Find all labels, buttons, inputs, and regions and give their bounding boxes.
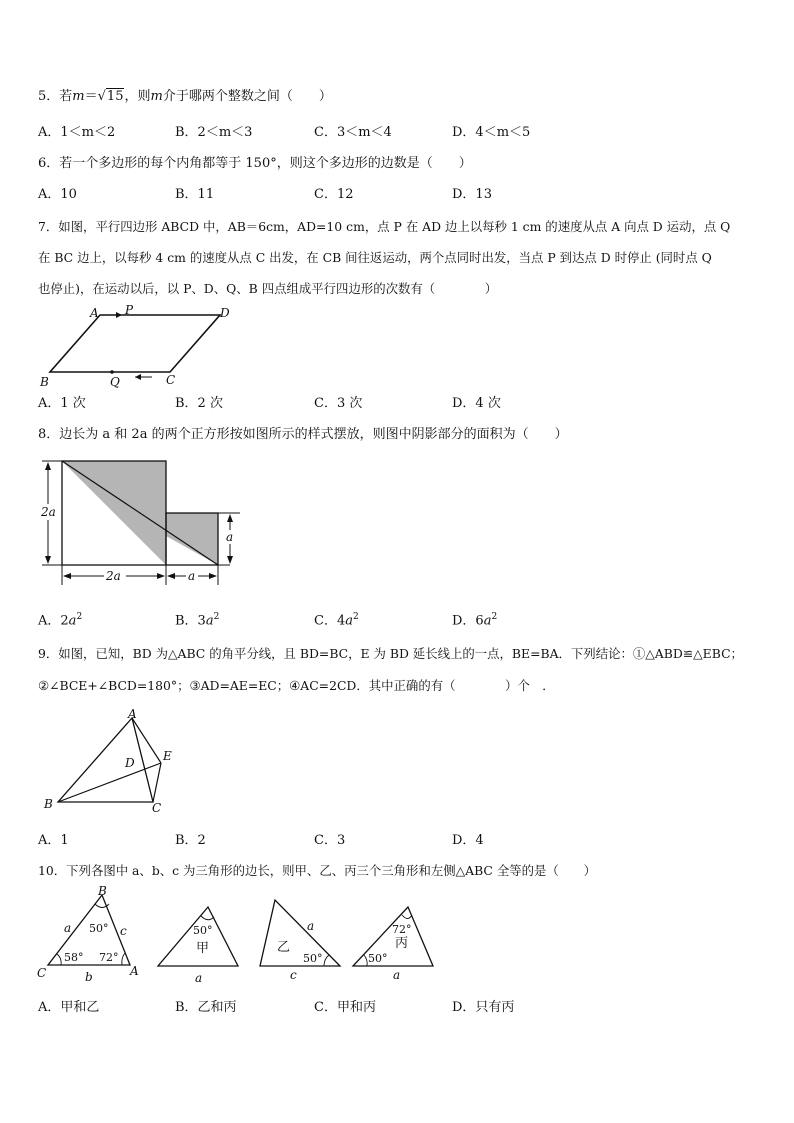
q7-label-d: D bbox=[220, 306, 230, 320]
q9-label-e: E bbox=[163, 749, 172, 763]
q9-option-c: C．3 bbox=[314, 833, 346, 848]
q9-label-b: B bbox=[44, 797, 53, 811]
q8-opt-b-exp: 2 bbox=[213, 612, 220, 622]
q7-label-p: P bbox=[125, 303, 134, 317]
q8-label-left: 2a bbox=[41, 505, 56, 519]
q8-dim-br-r bbox=[209, 573, 217, 579]
q7-option-d: D．4 次 bbox=[452, 396, 501, 411]
q10-bing-arc-top bbox=[402, 915, 412, 919]
q8-label-bottom-left: 2a bbox=[106, 569, 121, 583]
q8-opt-d-var: a bbox=[483, 613, 492, 629]
q5-option-d: D．4＜m＜5 bbox=[452, 125, 531, 140]
q10-jia-side: a bbox=[195, 971, 203, 985]
q10-jia-name: 甲 bbox=[196, 941, 210, 956]
q10-bing-ang-left: 50° bbox=[368, 952, 388, 965]
q7-option-c: C．3 次 bbox=[314, 396, 363, 411]
q5-stem bbox=[38, 88, 332, 106]
q10-yi-side-a: a bbox=[307, 919, 315, 933]
q9-label-a: A bbox=[128, 707, 137, 721]
q9-triangle-figure bbox=[35, 706, 195, 821]
q9-triangle-abc bbox=[58, 718, 153, 802]
q8-label-right: a bbox=[226, 530, 234, 544]
q10-yi-name: 乙 bbox=[277, 940, 291, 955]
q8-option-d bbox=[452, 608, 497, 630]
q10-abc-side-c: c bbox=[120, 924, 127, 938]
q8-dim-bl-r bbox=[157, 573, 165, 579]
q7-arrowhead-p bbox=[116, 312, 122, 318]
q7-label-c: C bbox=[166, 373, 176, 387]
q7-label-q: Q bbox=[110, 375, 120, 389]
q5-sqrt: √15 bbox=[97, 89, 124, 104]
q8-dim-left-down bbox=[45, 556, 51, 564]
q10-abc-side-b: b bbox=[85, 970, 93, 984]
q8-opt-c-prefix: C．4 bbox=[314, 613, 346, 629]
q9-option-d: D．4 bbox=[452, 833, 484, 848]
q10-jia-ang: 50° bbox=[193, 924, 213, 937]
q8-opt-d-prefix: D．6 bbox=[452, 613, 484, 629]
q10-option-b: B．乙和丙 bbox=[175, 1000, 237, 1015]
q7-arrowhead-q bbox=[135, 374, 141, 380]
q10-abc-label-a: A bbox=[130, 964, 139, 978]
q7-option-b: B．2 次 bbox=[175, 396, 223, 411]
q9-option-a: A．1 bbox=[38, 833, 69, 848]
q6-option-d: D．13 bbox=[452, 187, 492, 202]
q10-triangle-jia bbox=[158, 907, 238, 985]
q10-option-d: D．只有丙 bbox=[452, 1000, 515, 1015]
q10-option-c: C．甲和丙 bbox=[314, 1000, 376, 1015]
q10-yi-side-c: c bbox=[290, 968, 297, 982]
q10-yi-ang: 50° bbox=[303, 952, 323, 965]
q6-option-c: C．12 bbox=[314, 187, 354, 202]
q9-line2: ②∠BCE+∠BCD=180°；③AD=AE=EC；④AC=2CD．其中正确的有（ ）个 ． bbox=[38, 678, 555, 693]
q9-line1: 9．如图，已知，BD 为△ABC 的角平分线，且 BD=BC，E 为 BD 延长线上的一点，BE=BA．下列结论：①△ABD≌△EBC； bbox=[38, 646, 743, 661]
q8-squares-figure bbox=[30, 450, 260, 590]
q8-opt-c-exp: 2 bbox=[352, 612, 359, 622]
q7-line3: 也停止)，在运动以后，以 P、D、Q、B 四点组成平行四边形的次数有（ ） bbox=[38, 281, 498, 296]
q8-shade-small bbox=[166, 513, 218, 565]
q10-triangle-abc bbox=[37, 884, 139, 984]
q5-option-c: C．3＜m＜4 bbox=[314, 125, 392, 140]
q10-bing-side: a bbox=[393, 968, 401, 982]
q8-opt-d-exp: 2 bbox=[491, 612, 498, 622]
q10-jia-arc bbox=[201, 916, 214, 920]
q8-opt-b-var: a bbox=[205, 613, 214, 629]
q10-abc-label-c: C bbox=[37, 966, 47, 980]
q8-opt-b-prefix: B．3 bbox=[175, 613, 206, 629]
q8-option-c bbox=[314, 608, 359, 630]
q9-line-ce bbox=[153, 763, 161, 802]
q10-abc-label-b: B bbox=[98, 884, 107, 898]
q9-line-ae bbox=[132, 718, 161, 763]
q8-opt-a-exp: 2 bbox=[76, 612, 83, 622]
q10-abc-side-a: a bbox=[64, 921, 72, 935]
q8-dim-bl-l bbox=[63, 573, 71, 579]
q10-option-a: A．甲和乙 bbox=[38, 1000, 100, 1015]
q7-label-b: B bbox=[40, 375, 49, 389]
q7-parallelogram-figure bbox=[30, 300, 270, 395]
q8-shade-big bbox=[62, 461, 166, 565]
q10-bing-name: 丙 bbox=[395, 936, 409, 951]
q7-line2: 在 BC 边上，以每秒 4 cm 的速度从点 C 出发，在 CB 间往返运动，两个点同时出发，当点 P 到达点 D 时停止 (同时点 Q bbox=[38, 250, 712, 265]
q10-triangle-yi bbox=[260, 900, 340, 982]
q5-eq: ＝ bbox=[84, 89, 98, 104]
q9-label-d: D bbox=[125, 756, 135, 770]
q10-figures bbox=[30, 885, 450, 985]
q8-opt-c-var: a bbox=[345, 613, 353, 629]
q7-parallelogram bbox=[50, 315, 220, 372]
q5-var-m: m bbox=[72, 89, 85, 104]
q5-option-b: B．2＜m＜3 bbox=[175, 125, 253, 140]
q8-option-a bbox=[38, 608, 82, 630]
q5-stem-end: 介于哪两个整数之间（ ） bbox=[162, 89, 332, 104]
q5-stem-pre: 5．若 bbox=[38, 89, 73, 104]
q5-var-m2: m bbox=[150, 89, 163, 104]
q7-point-q-mark bbox=[110, 370, 114, 374]
q6-stem: 6．若一个多边形的每个内角都等于 150°，则这个多边形的边数是（ ） bbox=[38, 156, 472, 171]
q10-yi-arc bbox=[324, 955, 329, 966]
q8-opt-a-prefix: A．2 bbox=[38, 613, 69, 629]
q7-line1: 7．如图，平行四边形 ABCD 中，AB＝6cm，AD=10 cm，点 P 在 AD 边上以每秒 1 cm 的速度从点 A 向点 D 运动，点 Q bbox=[38, 219, 731, 234]
q10-abc-ang-c: 58° bbox=[64, 951, 84, 964]
q8-dim-left-up bbox=[45, 462, 51, 470]
q10-abc-ang-b: 50° bbox=[89, 922, 109, 935]
q9-option-b: B．2 bbox=[175, 833, 206, 848]
q8-dim-right-up bbox=[227, 514, 233, 522]
q8-option-b bbox=[175, 608, 219, 630]
q9-line-be bbox=[58, 763, 161, 802]
q10-abc-ang-a: 72° bbox=[99, 951, 119, 964]
q5-option-a: A．1＜m＜2 bbox=[38, 125, 116, 140]
q10-bing-ang-top: 72° bbox=[392, 923, 412, 936]
q7-option-a: A．1 次 bbox=[38, 396, 86, 411]
q10-bing-arc-left bbox=[364, 955, 367, 966]
q8-dim-right-down bbox=[227, 556, 233, 564]
q5-radicand: 15 bbox=[106, 89, 124, 104]
q5-stem-post: ，则 bbox=[124, 89, 151, 104]
q8-dim-br-l bbox=[167, 573, 175, 579]
q6-option-a: A．10 bbox=[38, 187, 77, 202]
q9-label-c: C bbox=[152, 801, 162, 815]
q8-opt-a-var: a bbox=[68, 613, 77, 629]
q8-stem: 8．边长为 a 和 2a 的两个正方形按如图所示的样式摆放，则图中阴影部分的面积为（ ） bbox=[38, 427, 568, 442]
q8-label-bottom-right: a bbox=[188, 569, 196, 583]
q10-triangle-bing bbox=[353, 907, 433, 982]
q10-abc-arc-c bbox=[57, 954, 61, 965]
q10-abc-arc-a bbox=[122, 953, 125, 965]
q7-label-a: A bbox=[90, 306, 99, 320]
q10-stem: 10．下列各图中 a、b、c 为三角形的边长，则甲、乙、丙三个三角形和左侧△ABC 全等的是（ ） bbox=[38, 863, 596, 878]
q6-option-b: B．11 bbox=[175, 187, 215, 202]
